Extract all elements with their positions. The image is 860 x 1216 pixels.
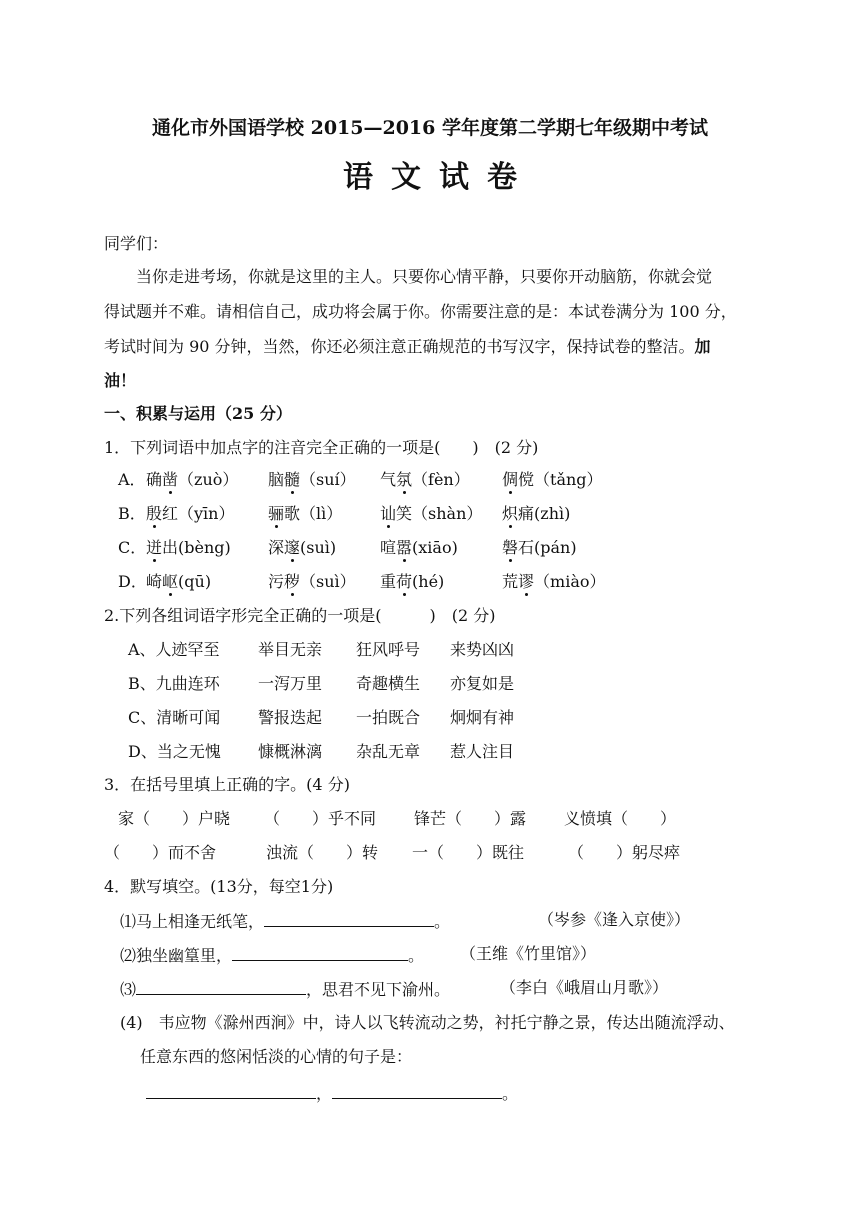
intro-cheer-start: 加 [694, 337, 711, 356]
word-group-item: 杂乱无章 [356, 742, 421, 761]
q4-line-4c [146, 1082, 518, 1104]
word-pinyin [146, 470, 238, 490]
dotted-char: 磐 [502, 538, 519, 557]
option-label: B． [118, 504, 146, 523]
answer-blank[interactable] [232, 944, 408, 961]
dotted-char: 髓 [284, 470, 301, 489]
word-group-item: B、九曲连环 [128, 674, 220, 693]
q4-line-4b: 任意东西的悠闲恬淡的心情的句子是： [140, 1047, 413, 1066]
fill-blank-idiom[interactable]: 义愤填（ ） [564, 809, 677, 828]
word-pinyin [268, 572, 356, 592]
dotted-char: 倜 [502, 470, 519, 489]
q4-l2-end: 。 [408, 946, 425, 965]
word-group-item: A、人迹罕至 [128, 640, 220, 659]
answer-blank[interactable] [146, 1082, 316, 1099]
q3-stem: 3．在括号里填上正确的字。(4 分) [104, 775, 350, 794]
word-part: （fèn） [412, 470, 470, 489]
word-part: 脑 [268, 470, 285, 489]
dotted-char: 氛 [396, 470, 413, 489]
word-group-item: 警报迭起 [258, 708, 323, 727]
word-part: 出(bèng) [162, 538, 231, 557]
word-part: (suì) [300, 538, 337, 557]
intro-cheer-end: 油！ [104, 371, 137, 390]
word-group-item: 狂风呼号 [356, 640, 421, 659]
dotted-char: 荷 [396, 572, 413, 591]
fill-blank-idiom[interactable]: （ ）躬尽瘁 [568, 843, 681, 862]
section-heading: 一、积累与运用（25 分） [104, 404, 292, 423]
word-part: 崎 [146, 572, 163, 591]
word-part: 痛(zhì) [518, 504, 571, 523]
word-pinyin [502, 504, 570, 524]
exam-title: 通化市外国语学校 2015—2016 学年度第二学期七年级期中考试 [152, 117, 708, 139]
q4-l3-source: （李白《峨眉山月歌》） [500, 978, 669, 997]
word-pinyin [268, 470, 356, 490]
word-part: （suí） [300, 470, 356, 489]
intro-line-2: 得试题并不难。请相信自己，成功将会属于你。你需要注意的是：本试卷满分为 100 分， [104, 302, 737, 321]
word-group-item: D、当之无愧 [128, 742, 221, 761]
word-part: 傥（tǎng） [518, 470, 603, 489]
dotted-char: 邃 [284, 538, 301, 557]
word-part: （miào） [534, 572, 606, 591]
q4-l3-prefix: ⑶ [120, 980, 137, 999]
word-pinyin [146, 504, 234, 524]
dotted-char: 殷 [146, 504, 163, 523]
word-pinyin [146, 538, 231, 558]
dotted-char: 秽 [284, 572, 301, 591]
word-part: （zuò） [178, 470, 239, 489]
word-group-item: 惹人注目 [450, 742, 515, 761]
dotted-char: 嚣 [396, 538, 413, 557]
word-part: 歌（lì） [284, 504, 343, 523]
word-pinyin [502, 538, 577, 558]
q4-line-2 [120, 944, 424, 966]
word-group-item: 来势凶凶 [450, 640, 515, 659]
word-part: 重 [380, 572, 397, 591]
word-group-item: 奇趣横生 [356, 674, 421, 693]
q4-line-3 [120, 978, 450, 1000]
dotted-char: 骊 [268, 504, 285, 523]
word-pinyin [268, 504, 342, 524]
fill-blank-idiom[interactable]: 锋芒（ ）露 [414, 809, 527, 828]
word-part: (xiāo) [412, 538, 458, 557]
word-pinyin [268, 538, 336, 558]
word-part: 喧 [380, 538, 397, 557]
option-label: C． [118, 538, 147, 557]
word-group-item: 一泻万里 [258, 674, 323, 693]
q1-stem: 1．下列词语中加点字的注音完全正确的一项是( ) (2 分) [104, 438, 539, 457]
dotted-char: 凿 [162, 470, 179, 489]
answer-blank[interactable] [264, 910, 434, 927]
answer-blank[interactable] [332, 1082, 502, 1099]
word-part: 污 [268, 572, 285, 591]
exam-subtitle: 语文试卷 [343, 160, 535, 195]
fill-blank-idiom[interactable]: 家（ ）户晓 [118, 809, 231, 828]
fill-blank-idiom[interactable]: 浊流（ ）转 [266, 843, 379, 862]
word-group-item: 亦复如是 [450, 674, 515, 693]
q4-line-4a: (4) 韦应物《滁州西涧》中，诗人以飞转流动之势，衬托宁静之景，传达出随流浮动、 [120, 1013, 735, 1032]
dotted-char: 讪 [380, 504, 397, 523]
word-pinyin [502, 572, 606, 592]
q4-stem: 4．默写填空。(13分，每空1分) [104, 877, 334, 896]
answer-blank[interactable] [136, 978, 306, 995]
q2-stem: 2.下列各组词语字形完全正确的一项是( ) (2 分) [104, 606, 496, 625]
q4-l2-prefix: ⑵独坐幽篁里， [120, 946, 233, 965]
dotted-char: 岖 [162, 572, 179, 591]
intro-line-1: 当你走进考场，你就是这里的主人。只要你心情平静，只要你开动脑筋，你就会觉 [136, 267, 713, 286]
word-group-item: 一拍既合 [356, 708, 421, 727]
intro-line-3-text: 考试时间为 90 分钟，当然，你还必须注意正确规范的书写汉字，保持试卷的整洁。 [104, 337, 695, 356]
word-pinyin [380, 572, 444, 592]
greeting: 同学们： [104, 234, 169, 253]
q4-l2-source: （王维《竹里馆》） [460, 944, 597, 963]
word-group-item: 举目无亲 [258, 640, 323, 659]
word-pinyin [380, 538, 458, 558]
q4-l1-end: 。 [434, 912, 451, 931]
word-pinyin [502, 470, 603, 490]
word-part: 气 [380, 470, 397, 489]
word-part: 确 [146, 470, 163, 489]
word-group-item: 炯炯有神 [450, 708, 515, 727]
word-group-item: C、清晰可闻 [128, 708, 221, 727]
word-part: 深 [268, 538, 285, 557]
q4-l4-sep: ， [316, 1084, 333, 1103]
q4-l1-prefix: ⑴马上相逢无纸笔， [120, 912, 265, 931]
fill-blank-idiom[interactable]: 一（ ）既往 [412, 843, 525, 862]
dotted-char: 谬 [518, 572, 535, 591]
option-label: D． [118, 572, 147, 591]
dotted-char: 迸 [146, 538, 163, 557]
q4-line-1 [120, 910, 450, 932]
fill-blank-idiom[interactable]: （ ）而不舍 [104, 843, 217, 862]
word-part: (hé) [412, 572, 445, 591]
word-group-item: 慷概淋漓 [258, 742, 323, 761]
q4-l3-suffix: ，思君不见下渝州。 [306, 980, 451, 999]
word-part: 荒 [502, 572, 519, 591]
word-part: 石(pán) [518, 538, 577, 557]
word-pinyin [380, 504, 482, 524]
dotted-char: 炽 [502, 504, 519, 523]
q4-l1-source: （岑参《逢入京使》） [538, 910, 691, 929]
q4-l4-end: 。 [502, 1084, 519, 1103]
word-part: (qū) [178, 572, 212, 591]
word-part: 笑（shàn） [396, 504, 483, 523]
intro-line-3 [104, 337, 711, 357]
word-pinyin [146, 572, 211, 592]
option-label: A． [118, 470, 146, 489]
word-part: 红（yīn） [162, 504, 235, 523]
fill-blank-idiom[interactable]: （ ）乎不同 [264, 809, 377, 828]
word-pinyin [380, 470, 470, 490]
word-part: （suì） [300, 572, 356, 591]
